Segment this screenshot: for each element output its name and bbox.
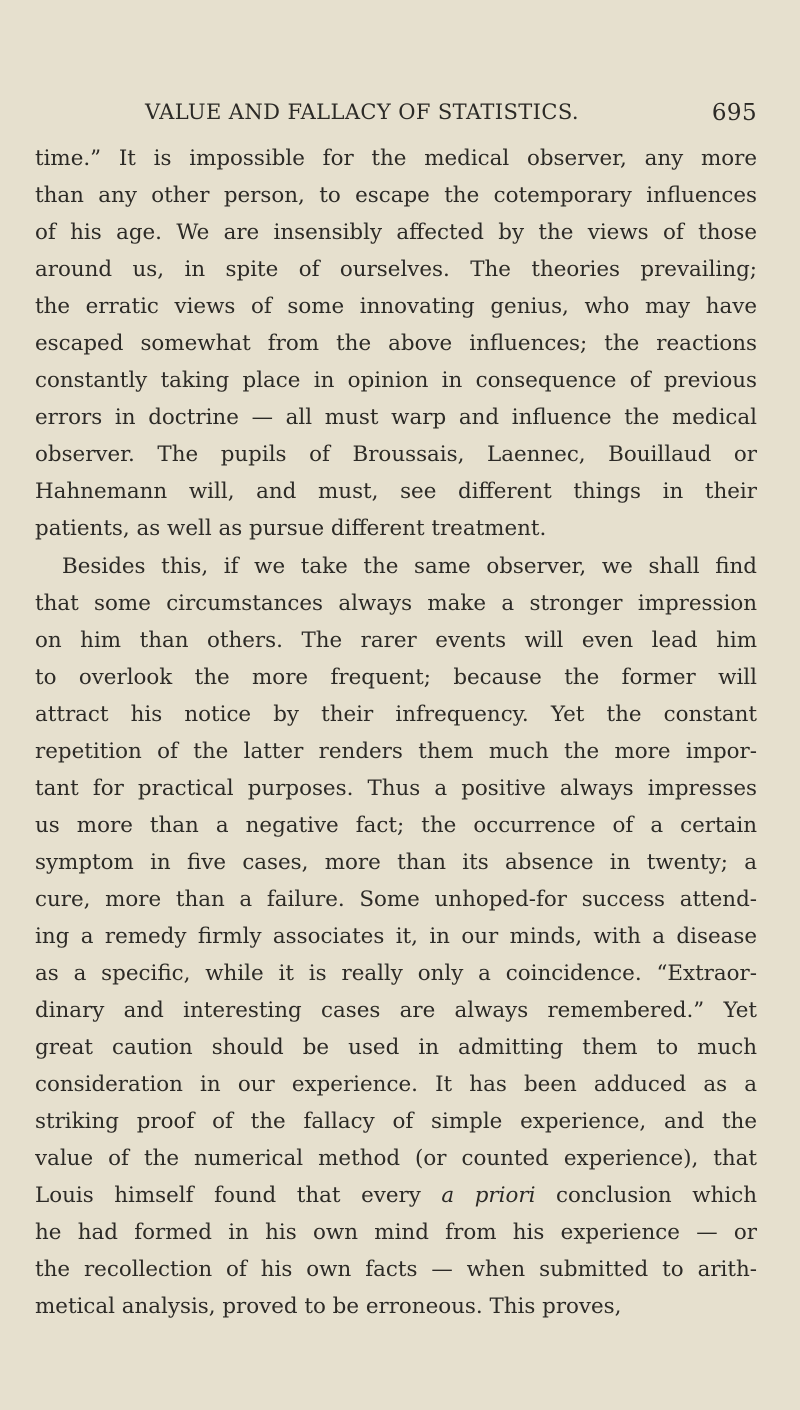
page-number: 695 [711,100,757,126]
text-line: time.” It is impossible for the medical observer, any more [35,146,757,171]
text-line: as a specific, while it is really only a coincidence. “Extraor- [35,961,757,987]
text-line: than any other person, to escape the cotemporary influences [35,183,757,209]
text-line: repetition of the latter renders them much the more impor- [35,738,757,764]
text-line: cure, more than a failure. Some unhoped-for success attend- [35,886,757,912]
text-line: value of the numerical method (or counted experience), that [35,1146,757,1172]
text-line: escaped somewhat from the above influences; the reactions [35,331,757,357]
text-line: striking proof of the fallacy of simple experience, and the [35,1109,757,1135]
text-line: to overlook the more frequent; because the former will [35,664,757,690]
text-line: on him than others. The rarer events will even lead him [35,627,757,653]
text-line: he had formed in his own mind from his experience — or [35,1220,757,1246]
text-line: tant for practical purposes. Thus a positive always impresses [35,775,757,801]
text-line: of his age. We are insensibly affected by the views of those [35,220,757,246]
text-line: Louis himself found that every a priori conclusion which [35,1183,757,1209]
text-line: symptom in five cases, more than its absence in twenty; a [35,849,757,875]
text-line: constantly taking place in opinion in consequence of previous [35,368,757,394]
text-line: the erratic views of some innovating genius, who may have [35,294,757,320]
text-line: that some circumstances always make a stronger impression [35,590,757,616]
text-line-page-end: metical analysis, proved to be erroneous. This proves, [35,1294,622,1320]
text-line: errors in doctrine — all must warp and influence the medical [35,405,757,431]
italic-phrase: a priori [441,1183,536,1209]
running-title: VALUE AND FALLACY OF STATISTICS. [145,100,579,124]
text-line: around us, in spite of ourselves. The theories prevailing; [35,257,757,283]
text-line: us more than a negative fact; the occurrence of a certain [35,812,757,838]
body-text [35,140,757,1326]
text-line: Hahnemann will, and must, see different things in their [35,479,757,505]
text-line: observer. The pupils of Broussais, Laennec, Bouillaud or [35,442,757,468]
text-line-paragraph-end: patients, as well as pursue different treatment. [35,516,547,542]
text-line: attract his notice by their infrequency. Yet the constant [35,701,757,727]
text-line: ing a remedy firmly associates it, in our minds, with a disease [35,923,757,949]
running-head [145,100,757,130]
text-line-paragraph-start: Besides this, if we take the same observer, we shall find [62,553,757,579]
text-line: great caution should be used in admitting them to much [35,1035,757,1061]
text-line: the recollection of his own facts — when submitted to arith- [35,1257,757,1283]
text-line: consideration in our experience. It has been adduced as a [35,1072,757,1098]
text-line: dinary and interesting cases are always remembered.” Yet [35,998,757,1024]
